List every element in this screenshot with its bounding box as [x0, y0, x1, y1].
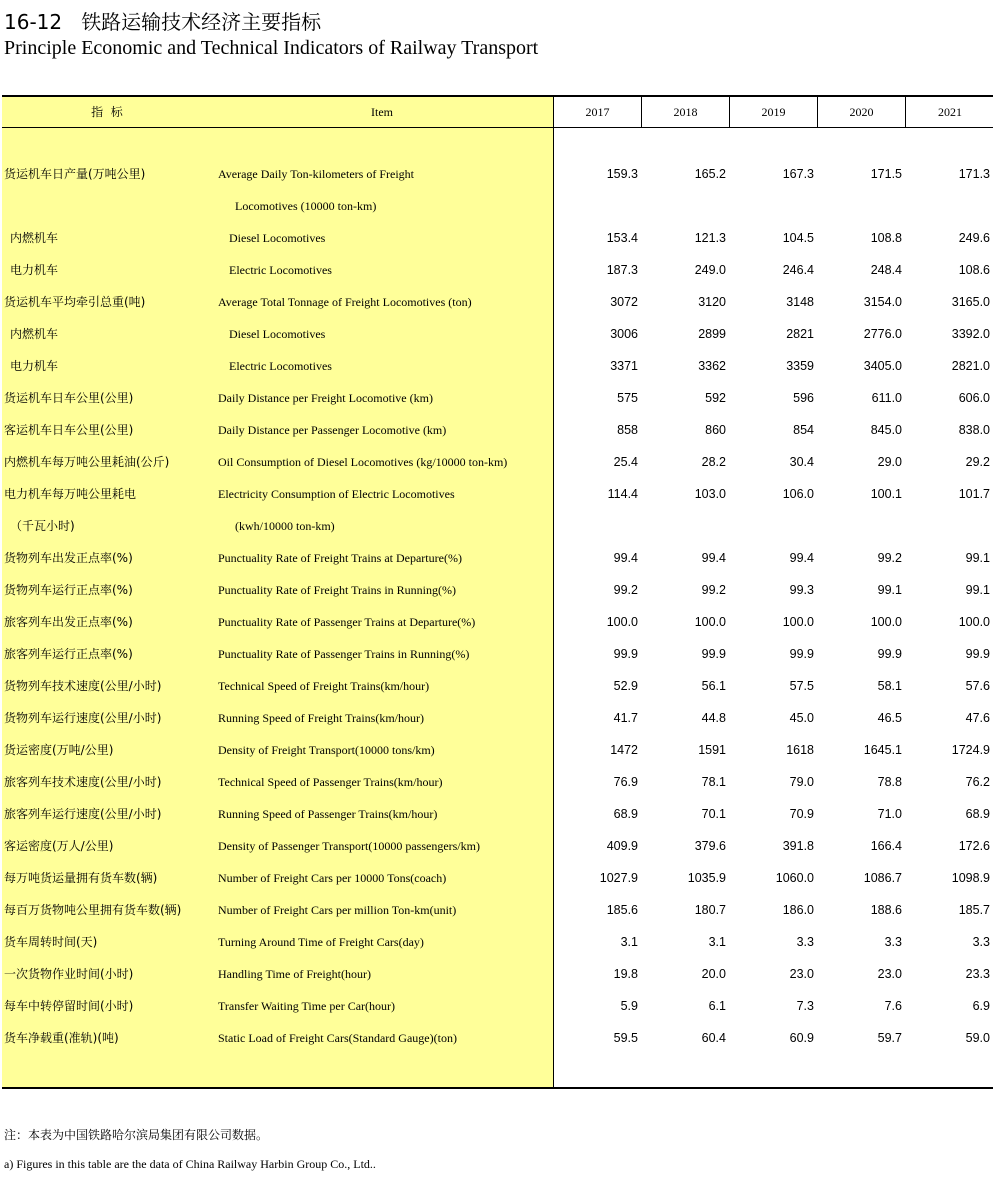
value-cell: 1027.9 [599, 871, 638, 885]
value-cell: 1591 [698, 743, 726, 757]
value-cell: 3.3 [796, 935, 814, 949]
value-cell: 3165.0 [951, 295, 990, 309]
row-label-cn: 旅客列车运行正点率(%) [4, 647, 133, 661]
value-cell [646, 190, 726, 222]
table-row [2, 382, 993, 414]
table-row [2, 958, 993, 990]
value-cell: 59.5 [613, 1031, 638, 1045]
value-cell: 167.3 [782, 167, 814, 181]
value-cell: 57.5 [789, 679, 814, 693]
row-label-en: Technical Speed of Passenger Trains(km/hour) [218, 775, 443, 789]
value-cell: 108.6 [958, 263, 990, 277]
table-row [2, 190, 993, 222]
row-label-cn: 货物列车运行速度(公里/小时) [4, 711, 162, 725]
value-cell: 99.3 [789, 583, 814, 597]
value-cell: 606.0 [958, 391, 990, 405]
value-cell [910, 190, 990, 222]
value-cell: 246.4 [782, 263, 814, 277]
row-label-en: Punctuality Rate of Passenger Trains at Departure(%) [218, 615, 476, 629]
value-cell: 3359 [786, 359, 814, 373]
value-cell: 100.0 [606, 615, 638, 629]
value-cell: 185.7 [958, 903, 990, 917]
value-cell: 3148 [786, 295, 814, 309]
row-label-en: Diesel Locomotives [229, 327, 326, 341]
value-cell: 409.9 [606, 839, 638, 853]
value-cell: 159.3 [606, 167, 638, 181]
value-cell: 3.1 [620, 935, 638, 949]
value-cell: 114.4 [607, 487, 638, 501]
row-label-cn: 每万吨货运量拥有货车数(辆) [4, 871, 158, 885]
value-cell [822, 190, 902, 222]
table-body [2, 158, 993, 1054]
value-cell: 2821.0 [951, 359, 990, 373]
value-cell: 28.2 [701, 455, 726, 469]
row-label-en: Electric Locomotives [229, 359, 332, 373]
value-cell: 78.1 [701, 775, 726, 789]
row-label-cn: 电力机车每万吨公里耗电 [4, 487, 137, 501]
row-label-cn: 旅客列车技术速度(公里/小时) [4, 775, 162, 789]
table-row [2, 990, 993, 1022]
value-cell: 70.9 [789, 807, 814, 821]
value-cell: 3072 [610, 295, 638, 309]
value-cell: 249.6 [958, 231, 990, 245]
header-item: Item [371, 105, 393, 119]
value-cell: 3.3 [972, 935, 990, 949]
row-label-en: Static Load of Freight Cars(Standard Gauge)(ton) [218, 1031, 457, 1045]
table-row [2, 830, 993, 862]
value-cell: 30.4 [789, 455, 814, 469]
table-row [2, 574, 993, 606]
value-cell: 71.0 [877, 807, 902, 821]
value-cell: 153.4 [606, 231, 638, 245]
value-cell: 186.0 [782, 903, 814, 917]
value-cell: 45.0 [789, 711, 814, 725]
row-label-en: (kwh/10000 ton-km) [235, 519, 335, 533]
row-label-en: Electricity Consumption of Electric Locomotives [218, 487, 455, 501]
value-cell: 99.1 [965, 551, 990, 565]
row-label-en: Punctuality Rate of Passenger Trains in Running(%) [218, 647, 470, 661]
row-label-en: Locomotives (10000 ton-km) [235, 199, 377, 213]
table-row [2, 222, 993, 254]
value-cell: 185.6 [606, 903, 638, 917]
table-title-cn: 16-12 铁路运输技术经济主要指标 [4, 10, 322, 34]
value-cell: 249.0 [694, 263, 726, 277]
row-label-cn: 电力机车 [10, 263, 59, 277]
row-label-cn: 客运机车日车公里(公里) [4, 423, 134, 437]
header-year: 2017 [553, 97, 641, 127]
value-cell: 611.0 [871, 391, 902, 405]
value-cell: 379.6 [694, 839, 726, 853]
table-row [2, 798, 993, 830]
value-cell: 2899 [698, 327, 726, 341]
table-title-en: Principle Economic and Technical Indicators of Railway Transport [4, 37, 539, 59]
value-cell: 121.3 [694, 231, 726, 245]
value-cell: 70.1 [701, 807, 726, 821]
value-cell: 23.3 [965, 967, 990, 981]
row-label-en: Running Speed of Freight Trains(km/hour) [218, 711, 424, 725]
value-cell: 1035.9 [687, 871, 726, 885]
value-cell: 180.7 [694, 903, 726, 917]
value-cell [646, 510, 726, 542]
value-cell: 188.6 [870, 903, 902, 917]
value-cell: 41.7 [613, 711, 638, 725]
value-cell: 108.8 [870, 231, 902, 245]
table-row [2, 286, 993, 318]
value-cell: 6.1 [708, 999, 726, 1013]
row-label-cn: 货车净载重(准轨)(吨) [4, 1031, 119, 1045]
table-row [2, 606, 993, 638]
value-cell [910, 510, 990, 542]
table-row [2, 894, 993, 926]
value-cell: 99.4 [701, 551, 726, 565]
value-cell: 68.9 [613, 807, 638, 821]
table-row [2, 158, 993, 190]
value-cell: 1098.9 [951, 871, 990, 885]
row-label-en: Technical Speed of Freight Trains(km/hour) [218, 679, 430, 693]
row-label-en: Turning Around Time of Freight Cars(day) [218, 935, 424, 949]
value-cell: 56.1 [701, 679, 726, 693]
table-row [2, 734, 993, 766]
row-label-en: Diesel Locomotives [229, 231, 326, 245]
value-cell [734, 510, 814, 542]
value-cell: 6.9 [972, 999, 990, 1013]
value-cell: 29.2 [965, 455, 990, 469]
row-label-cn: 货运机车日车公里(公里) [4, 391, 134, 405]
value-cell: 1724.9 [951, 743, 990, 757]
table-row [2, 670, 993, 702]
value-cell: 3362 [698, 359, 726, 373]
value-cell: 99.9 [877, 647, 902, 661]
row-label-en: Density of Passenger Transport(10000 passengers/km) [218, 839, 480, 853]
value-cell: 1618 [786, 743, 814, 757]
value-cell: 19.8 [613, 967, 638, 981]
value-cell: 3.3 [884, 935, 902, 949]
value-cell: 58.1 [877, 679, 902, 693]
value-cell: 79.0 [789, 775, 814, 789]
row-label-en: Oil Consumption of Diesel Locomotives (kg/10000 ton-km) [218, 455, 508, 469]
row-label-cn: 旅客列车出发正点率(%) [4, 615, 133, 629]
table-row [2, 478, 993, 510]
table-row [2, 702, 993, 734]
table-row [2, 1022, 993, 1054]
value-cell: 47.6 [965, 711, 990, 725]
value-cell: 165.2 [694, 167, 726, 181]
footnote-cn: 注：本表为中国铁路哈尔滨局集团有限公司数据。 [4, 1128, 269, 1142]
value-cell: 23.0 [877, 967, 902, 981]
row-label-en: Average Total Tonnage of Freight Locomotives (ton) [218, 295, 472, 309]
row-label-cn: 货物列车运行正点率(%) [4, 583, 133, 597]
row-label-en: Running Speed of Passenger Trains(km/hour) [218, 807, 438, 821]
value-cell: 166.4 [870, 839, 902, 853]
value-cell: 858 [617, 423, 638, 437]
value-cell: 20.0 [701, 967, 726, 981]
value-cell [558, 510, 638, 542]
footnote-en: a) Figures in this table are the data of China Railway Harbin Group Co., Ltd.. [4, 1157, 376, 1171]
table-row [2, 318, 993, 350]
value-cell: 5.9 [620, 999, 638, 1013]
row-label-cn: 一次货物作业时间(小时) [4, 967, 134, 981]
row-label-cn: 每车中转停留时间(小时) [4, 999, 134, 1013]
row-label-cn: 货物列车出发正点率(%) [4, 551, 133, 565]
value-cell: 7.3 [796, 999, 814, 1013]
value-cell: 3405.0 [863, 359, 902, 373]
row-label-cn: 货运密度(万吨/公里) [4, 743, 114, 757]
value-cell: 59.7 [877, 1031, 902, 1045]
row-label-cn: 货车周转时间(天) [4, 935, 98, 949]
header-year: 2021 [905, 97, 994, 127]
table-row [2, 414, 993, 446]
value-cell: 171.3 [958, 167, 990, 181]
value-cell: 1060.0 [775, 871, 814, 885]
value-cell: 99.2 [701, 583, 726, 597]
value-cell: 68.9 [965, 807, 990, 821]
value-cell: 592 [705, 391, 726, 405]
value-cell: 57.6 [965, 679, 990, 693]
table-row [2, 350, 993, 382]
value-cell: 99.4 [613, 551, 638, 565]
value-cell: 76.2 [965, 775, 990, 789]
table-row [2, 638, 993, 670]
header-indicator: 指 标 [91, 105, 123, 119]
row-label-en: Number of Freight Cars per 10000 Tons(coach) [218, 871, 447, 885]
value-cell: 1645.1 [863, 743, 902, 757]
table-row [2, 446, 993, 478]
row-label-cn: 货运机车平均牵引总重(吨) [4, 295, 146, 309]
row-label-en: Punctuality Rate of Freight Trains in Running(%) [218, 583, 456, 597]
value-cell [822, 510, 902, 542]
header-year: 2020 [817, 97, 905, 127]
row-label-en: Handling Time of Freight(hour) [218, 967, 371, 981]
value-cell: 3392.0 [951, 327, 990, 341]
value-cell: 99.1 [877, 583, 902, 597]
value-cell: 838.0 [958, 423, 990, 437]
value-cell: 172.6 [958, 839, 990, 853]
row-label-en: Density of Freight Transport(10000 tons/km) [218, 743, 435, 757]
row-label-en: Punctuality Rate of Freight Trains at Departure(%) [218, 551, 462, 565]
table-header [2, 97, 993, 128]
row-label-cn: 货运机车日产量(万吨公里) [4, 167, 146, 181]
value-cell: 7.6 [884, 999, 902, 1013]
value-cell: 391.8 [782, 839, 814, 853]
value-cell: 101.7 [958, 487, 990, 501]
value-cell: 106.0 [782, 487, 814, 501]
row-label-cn: （千瓦小时) [10, 519, 75, 533]
table-row [2, 926, 993, 958]
value-cell: 575 [617, 391, 638, 405]
value-cell: 44.8 [701, 711, 726, 725]
value-cell: 248.4 [870, 263, 902, 277]
row-label-cn: 客运密度(万人/公里) [4, 839, 114, 853]
row-label-cn: 内燃机车 [10, 327, 59, 341]
value-cell: 103.0 [694, 487, 726, 501]
table-row [2, 254, 993, 286]
indicator-table [2, 95, 993, 1089]
value-cell [734, 190, 814, 222]
row-label-cn: 内燃机车每万吨公里耗油(公斤) [4, 455, 170, 469]
value-cell: 23.0 [789, 967, 814, 981]
value-cell: 99.2 [877, 551, 902, 565]
table-row [2, 510, 993, 542]
value-cell: 187.3 [606, 263, 638, 277]
value-cell: 99.9 [701, 647, 726, 661]
header-year: 2018 [641, 97, 729, 127]
value-cell: 3154.0 [863, 295, 902, 309]
table-row [2, 862, 993, 894]
row-label-en: Average Daily Ton-kilometers of Freight [218, 167, 414, 181]
value-cell: 60.9 [789, 1031, 814, 1045]
value-cell: 99.9 [613, 647, 638, 661]
value-cell: 845.0 [870, 423, 902, 437]
value-cell: 100.0 [782, 615, 814, 629]
value-cell: 860 [705, 423, 726, 437]
table-row [2, 766, 993, 798]
value-cell: 100.0 [958, 615, 990, 629]
value-cell: 100.0 [870, 615, 902, 629]
header-year: 2019 [729, 97, 817, 127]
value-cell: 76.9 [613, 775, 638, 789]
value-cell: 99.1 [965, 583, 990, 597]
row-label-cn: 旅客列车运行速度(公里/小时) [4, 807, 162, 821]
value-cell: 46.5 [877, 711, 902, 725]
row-label-en: Electric Locomotives [229, 263, 332, 277]
value-cell: 29.0 [877, 455, 902, 469]
value-cell: 100.1 [870, 487, 902, 501]
value-cell: 99.4 [789, 551, 814, 565]
value-cell: 3.1 [708, 935, 726, 949]
value-cell: 171.5 [870, 167, 902, 181]
value-cell: 99.9 [965, 647, 990, 661]
row-label-en: Transfer Waiting Time per Car(hour) [218, 999, 396, 1013]
row-label-cn: 电力机车 [10, 359, 59, 373]
row-label-cn: 货物列车技术速度(公里/小时) [4, 679, 162, 693]
value-cell: 1472 [610, 743, 638, 757]
value-cell: 596 [793, 391, 814, 405]
value-cell: 104.5 [782, 231, 814, 245]
table-row [2, 542, 993, 574]
value-cell: 60.4 [701, 1031, 726, 1045]
row-label-cn: 内燃机车 [10, 231, 59, 245]
value-cell: 3006 [610, 327, 638, 341]
value-cell: 3371 [610, 359, 638, 373]
value-cell: 854 [793, 423, 814, 437]
row-label-en: Daily Distance per Freight Locomotive (km) [218, 391, 433, 405]
value-cell: 25.4 [613, 455, 638, 469]
value-cell: 78.8 [877, 775, 902, 789]
value-cell: 59.0 [965, 1031, 990, 1045]
value-cell [558, 190, 638, 222]
value-cell: 100.0 [694, 615, 726, 629]
value-cell: 99.2 [613, 583, 638, 597]
row-label-en: Number of Freight Cars per million Ton-km(unit) [218, 903, 457, 917]
value-cell: 3120 [698, 295, 726, 309]
value-cell: 99.9 [789, 647, 814, 661]
row-label-cn: 每百万货物吨公里拥有货车数(辆) [4, 903, 182, 917]
value-cell: 1086.7 [863, 871, 902, 885]
value-cell: 2821 [786, 327, 814, 341]
value-cell: 2776.0 [863, 327, 902, 341]
row-label-en: Daily Distance per Passenger Locomotive (km) [218, 423, 447, 437]
value-cell: 52.9 [613, 679, 638, 693]
